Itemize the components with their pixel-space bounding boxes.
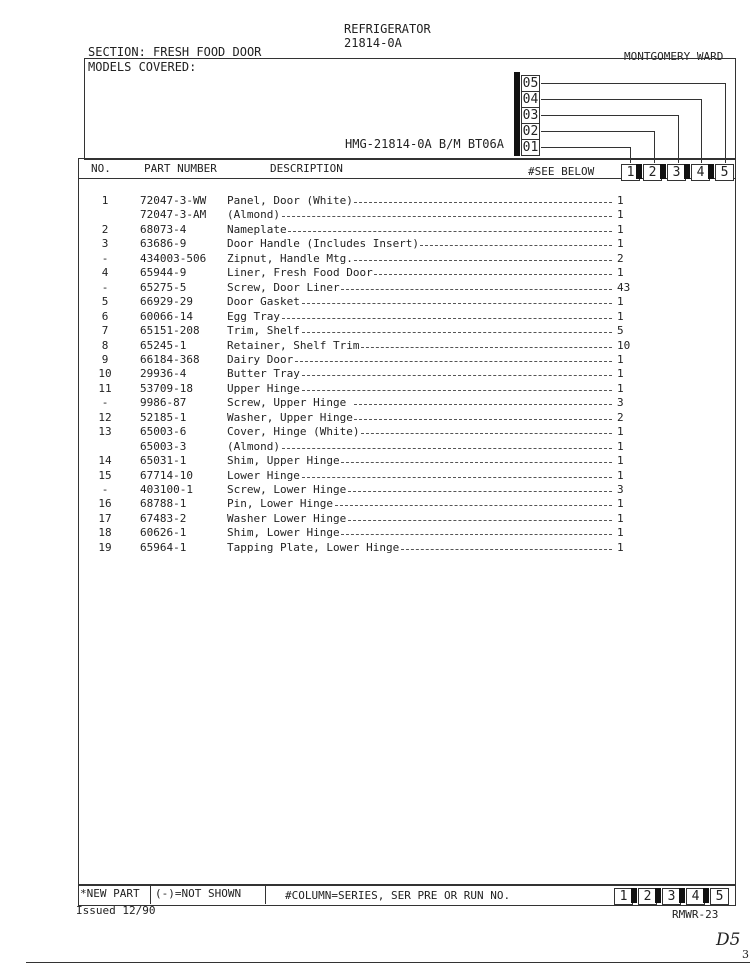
part-ref-number: 4	[101, 266, 109, 280]
part-number: 53709-18	[140, 381, 193, 395]
part-number: 68788-1	[140, 497, 187, 511]
part-quantity: 1	[617, 381, 624, 395]
part-quantity: 1	[617, 194, 624, 207]
dot-leader	[420, 245, 612, 246]
part-description: Trim, Shelf	[227, 324, 300, 338]
part-quantity: 1	[617, 309, 624, 323]
part-number: 434003-506	[140, 251, 207, 265]
part-quantity: 1	[617, 439, 624, 453]
part-number: 9986-87	[140, 396, 187, 410]
footer-column-note: #COLUMN=SERIES, SER PRE OR RUN NO.	[285, 889, 511, 902]
dot-leader	[302, 390, 612, 391]
part-description: Egg Tray	[227, 309, 280, 323]
part-ref-number: 3	[101, 237, 109, 251]
part-ref-number: -	[101, 251, 109, 265]
part-row	[0, 194, 750, 208]
part-number: 65003-6	[140, 425, 187, 439]
part-quantity: 43	[617, 280, 631, 294]
part-ref-number: -	[101, 483, 109, 496]
part-quantity: 1	[617, 425, 624, 439]
part-row	[0, 497, 750, 511]
footer-series-sep-3	[679, 888, 685, 903]
part-row	[0, 454, 750, 468]
dot-leader	[302, 303, 612, 304]
footer-series-1: 1	[614, 888, 633, 905]
dot-leader	[354, 419, 612, 420]
part-quantity: 1	[617, 352, 624, 366]
part-description: Liner, Fresh Food Door	[227, 266, 373, 280]
part-row	[0, 411, 750, 425]
part-ref-number: 10	[98, 367, 112, 381]
part-quantity: 2	[617, 251, 624, 265]
dot-leader	[341, 534, 612, 535]
dot-leader	[354, 260, 612, 261]
part-description: Door Handle (Includes Insert)	[227, 237, 420, 251]
part-quantity: 1	[617, 367, 624, 381]
part-quantity: 2	[617, 410, 624, 424]
dot-leader	[341, 462, 612, 463]
col-header-part-number: PART NUMBER	[144, 162, 217, 175]
part-row	[0, 208, 750, 222]
part-description: Retainer, Shelf Trim	[227, 338, 360, 352]
dot-leader	[348, 491, 612, 492]
part-ref-number: -	[101, 396, 109, 410]
doc-code: RMWR-23	[672, 908, 719, 921]
series-label-01: 01	[522, 140, 539, 155]
part-ref-number: 14	[98, 454, 112, 468]
connector-03-drop	[678, 115, 679, 163]
part-row	[0, 425, 750, 439]
footer-div-2	[265, 884, 266, 904]
header-series-sep-3	[684, 164, 690, 179]
parts-list	[0, 194, 750, 564]
part-row	[0, 237, 750, 251]
part-quantity: 1	[617, 266, 624, 280]
dot-leader	[282, 318, 612, 319]
part-row	[0, 382, 750, 396]
dot-leader	[401, 549, 612, 550]
dot-leader	[341, 289, 612, 290]
part-number: 65151-208	[140, 324, 200, 338]
part-number: 29936-4	[140, 367, 187, 381]
part-quantity: 1	[617, 497, 624, 511]
col-header-see-below: #SEE BELOW	[528, 165, 595, 178]
part-number: 60626-1	[140, 526, 187, 540]
part-description: Zipnut, Handle Mtg.	[227, 251, 353, 265]
part-quantity: 1	[617, 526, 624, 540]
part-row	[0, 353, 750, 367]
footer-series-4: 4	[686, 888, 705, 905]
part-row	[0, 367, 750, 381]
part-description: (Almond)	[227, 208, 280, 222]
part-quantity: 1	[617, 511, 624, 525]
part-description: Shim, Lower Hinge	[227, 526, 340, 540]
part-number: 66929-29	[140, 295, 193, 309]
page-mark: D5	[716, 930, 741, 950]
issued-date: Issued 12/90	[76, 904, 156, 917]
part-quantity: 5	[617, 324, 624, 338]
part-ref-number: 8	[101, 338, 109, 352]
part-quantity: 1	[617, 222, 624, 236]
part-row	[0, 252, 750, 266]
dot-leader	[354, 202, 612, 203]
header-series-2: 2	[643, 164, 662, 181]
part-description: Screw, Door Liner	[227, 280, 340, 294]
part-number: 65003-3	[140, 439, 187, 453]
part-row	[0, 469, 750, 483]
dot-leader	[282, 448, 612, 449]
part-ref-number: 17	[98, 511, 112, 525]
part-quantity: 3	[617, 483, 624, 496]
dot-leader	[361, 347, 612, 348]
connector-05	[541, 83, 725, 84]
part-quantity: 10	[617, 338, 631, 352]
part-number: 60066-14	[140, 309, 193, 323]
part-description: Nameplate	[227, 222, 287, 236]
header-series-sep-1	[636, 164, 642, 179]
part-description: Lower Hinge	[227, 468, 300, 482]
model-line: HMG-21814-0A B/M BT06A	[345, 137, 504, 151]
dot-leader	[374, 274, 612, 275]
connector-04	[541, 99, 701, 100]
part-description: Butter Tray	[227, 367, 300, 381]
dot-leader	[288, 231, 612, 232]
footer-series-sep-2	[655, 888, 661, 903]
models-covered-label: MODELS COVERED:	[88, 60, 197, 74]
footer-series-2: 2	[638, 888, 657, 905]
dot-leader	[335, 505, 612, 506]
part-row	[0, 281, 750, 295]
footer-div-1	[150, 884, 151, 904]
footer-series-sep-1	[631, 888, 637, 903]
footer-not-shown: (-)=NOT SHOWN	[155, 887, 242, 900]
footer-new-part: *NEW PART	[80, 887, 140, 900]
part-ref-number: 13	[98, 425, 112, 439]
part-description: Cover, Hinge (White)	[227, 425, 360, 439]
part-number: 67714-10	[140, 468, 193, 482]
dot-leader	[348, 520, 612, 521]
part-ref-number: 6	[101, 309, 109, 323]
series-label-05: 05	[522, 76, 539, 91]
header-series-sep-4	[708, 164, 714, 179]
part-number: 72047-3-WW	[140, 194, 207, 207]
part-quantity: 1	[617, 468, 624, 482]
part-description: Shim, Upper Hinge	[227, 454, 340, 468]
part-ref-number: 12	[98, 410, 112, 424]
part-description: (Almond)	[227, 439, 280, 453]
part-description: Pin, Lower Hinge	[227, 497, 333, 511]
part-ref-number: 1	[101, 194, 109, 207]
dot-leader	[282, 216, 612, 217]
header-series-3: 3	[667, 164, 686, 181]
part-number: 63686-9	[140, 237, 187, 251]
part-ref-number: -	[101, 280, 109, 294]
model-number: 21814-0A	[344, 36, 402, 50]
part-quantity: 1	[617, 208, 624, 222]
series-label-02: 02	[522, 124, 539, 139]
part-row	[0, 266, 750, 280]
series-label-03: 03	[522, 108, 539, 123]
part-description: Panel, Door (White)	[227, 194, 353, 207]
dot-leader	[295, 361, 612, 362]
part-number: 65275-5	[140, 280, 187, 294]
part-description: Screw, Upper Hinge	[227, 396, 347, 410]
part-description: Tapping Plate, Lower Hinge	[227, 540, 400, 554]
series-stack-bar	[514, 72, 520, 156]
part-row	[0, 483, 750, 497]
part-row	[0, 541, 750, 555]
dot-leader	[354, 404, 612, 405]
series-label-04: 04	[522, 92, 539, 107]
connector-04-drop	[701, 99, 702, 163]
part-number: 65944-9	[140, 266, 187, 280]
part-row	[0, 324, 750, 338]
part-number: 72047-3-AM	[140, 208, 207, 222]
dot-leader	[302, 477, 612, 478]
dot-leader	[302, 332, 612, 333]
connector-01	[541, 147, 630, 148]
part-description: Upper Hinge	[227, 381, 300, 395]
part-description: Washer, Upper Hinge	[227, 410, 353, 424]
part-row	[0, 339, 750, 353]
col-header-no: NO.	[91, 162, 111, 175]
header-series-4: 4	[691, 164, 710, 181]
part-row	[0, 526, 750, 540]
part-number: 65031-1	[140, 454, 187, 468]
part-ref-number: 9	[101, 352, 109, 366]
part-row	[0, 512, 750, 526]
doc-title: REFRIGERATOR	[344, 22, 431, 36]
header-series-1: 1	[621, 164, 640, 181]
connector-02	[541, 131, 654, 132]
connector-03	[541, 115, 678, 116]
part-row	[0, 440, 750, 454]
part-description: Screw, Lower Hinge	[227, 483, 347, 496]
dot-leader	[302, 375, 612, 376]
part-ref-number: 19	[98, 540, 112, 554]
part-ref-number: 16	[98, 497, 112, 511]
part-row	[0, 295, 750, 309]
bottom-scan-rule	[26, 962, 750, 963]
part-ref-number: 5	[101, 295, 109, 309]
part-number: 66184-368	[140, 352, 200, 366]
part-quantity: 1	[617, 454, 624, 468]
part-ref-number: 15	[98, 468, 112, 482]
dot-leader	[361, 433, 612, 434]
brand-name: MONTGOMERY WARD	[624, 50, 724, 63]
part-number: 403100-1	[140, 483, 193, 496]
header-series-5: 5	[715, 164, 734, 181]
part-ref-number: 18	[98, 526, 112, 540]
part-ref-number: 7	[101, 324, 109, 338]
page-mark-sub: 3	[742, 948, 749, 961]
col-header-description: DESCRIPTION	[270, 162, 343, 175]
part-quantity: 1	[617, 540, 624, 554]
part-description: Dairy Door	[227, 352, 294, 366]
part-number: 52185-1	[140, 410, 187, 424]
part-row	[0, 396, 750, 410]
footer-series-5: 5	[710, 888, 729, 905]
part-number: 65964-1	[140, 540, 187, 554]
part-description: Washer Lower Hinge	[227, 511, 347, 525]
part-row	[0, 223, 750, 237]
connector-05-drop	[725, 83, 726, 163]
part-description: Door Gasket	[227, 295, 300, 309]
header-series-sep-2	[660, 164, 666, 179]
footer-series-sep-4	[703, 888, 709, 903]
part-quantity: 1	[617, 237, 624, 251]
footer-series-3: 3	[662, 888, 681, 905]
part-ref-number: 2	[101, 222, 109, 236]
part-ref-number: 11	[98, 381, 112, 395]
part-number: 65245-1	[140, 338, 187, 352]
part-number: 68073-4	[140, 222, 187, 236]
part-row	[0, 310, 750, 324]
part-quantity: 3	[617, 396, 624, 410]
section-label: SECTION: FRESH FOOD DOOR	[88, 45, 262, 59]
part-number: 67483-2	[140, 511, 187, 525]
part-quantity: 1	[617, 295, 624, 309]
